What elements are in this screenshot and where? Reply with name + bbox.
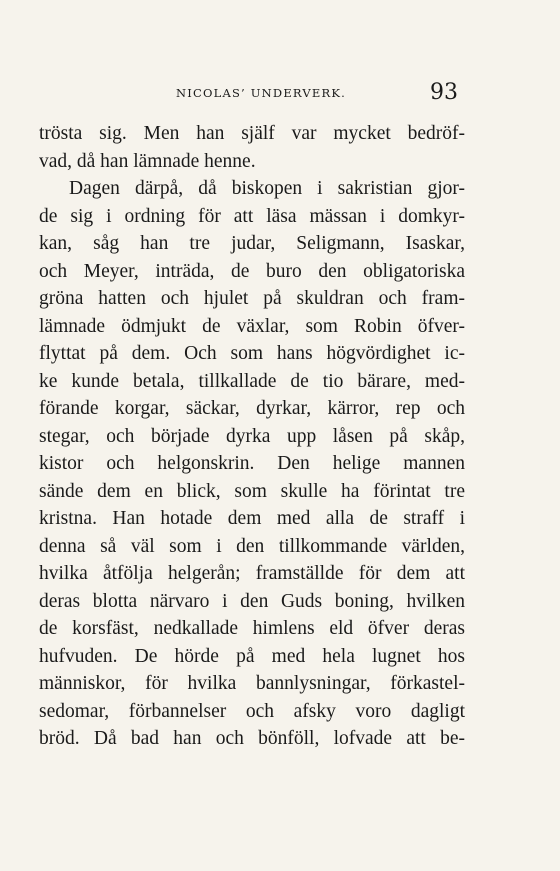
text-line: de sig i ordning för att läsa mässan i domkyr- (39, 205, 465, 227)
body-text (39, 120, 465, 753)
text-line: sände dem en blick, som skulle ha förintat tre (39, 480, 465, 502)
page-number: 93 (430, 80, 458, 105)
text-line: denna så väl som i den tillkommande världen, (39, 535, 465, 557)
text-line: förande korgar, säckar, dyrkar, kärror, rep och (39, 398, 465, 419)
text-line: stegar, och började dyrka upp låsen på skåp, (39, 425, 465, 447)
running-head: NICOLAS’ UNDERVERK. (176, 86, 346, 100)
text-line: hvilka åtfölja helgerån; framställde för dem att (39, 563, 465, 584)
text-line: kistor och helgonskrin. Den helige mannen (39, 453, 465, 474)
text-line: flyttat på dem. Och som hans högvördighet ic- (39, 343, 465, 364)
text-line: människor, för hvilka bannlysningar, förkastel- (39, 673, 465, 694)
text-line: bröd. Då bad han och bönföll, lofvade att be- (39, 728, 465, 749)
text-line: lämnade ödmjukt de växlar, som Robin öfver- (39, 315, 465, 337)
text-line: hufvuden. De hörde på med hela lugnet hos (39, 645, 465, 667)
text-line: deras blotta närvaro i den Guds boning, hvilken (39, 590, 465, 612)
text-line: kristna. Han hotade dem med alla de straff i (39, 508, 465, 529)
text-line: ke kunde betala, tillkallade de tio bärare, med- (39, 370, 465, 392)
text-line: kan, såg han tre judar, Seligmann, Isaskar, (39, 233, 465, 254)
text-line: trösta sig. Men han själf var mycket bedröf- (39, 123, 465, 144)
text-line: vad, då han lämnade henne. (39, 150, 256, 172)
text-line: de korsfäst, nedkallade himlens eld öfver deras (39, 618, 465, 639)
text-line: och Meyer, inträda, de buro den obligatoriska (39, 260, 465, 282)
text-line: gröna hatten och hjulet på skuldran och fram- (39, 288, 465, 309)
text-line: Dagen därpå, då biskopen i sakristian gjor- (69, 178, 465, 199)
text-line: sedomar, förbannelser och afsky voro dagligt (39, 700, 465, 722)
